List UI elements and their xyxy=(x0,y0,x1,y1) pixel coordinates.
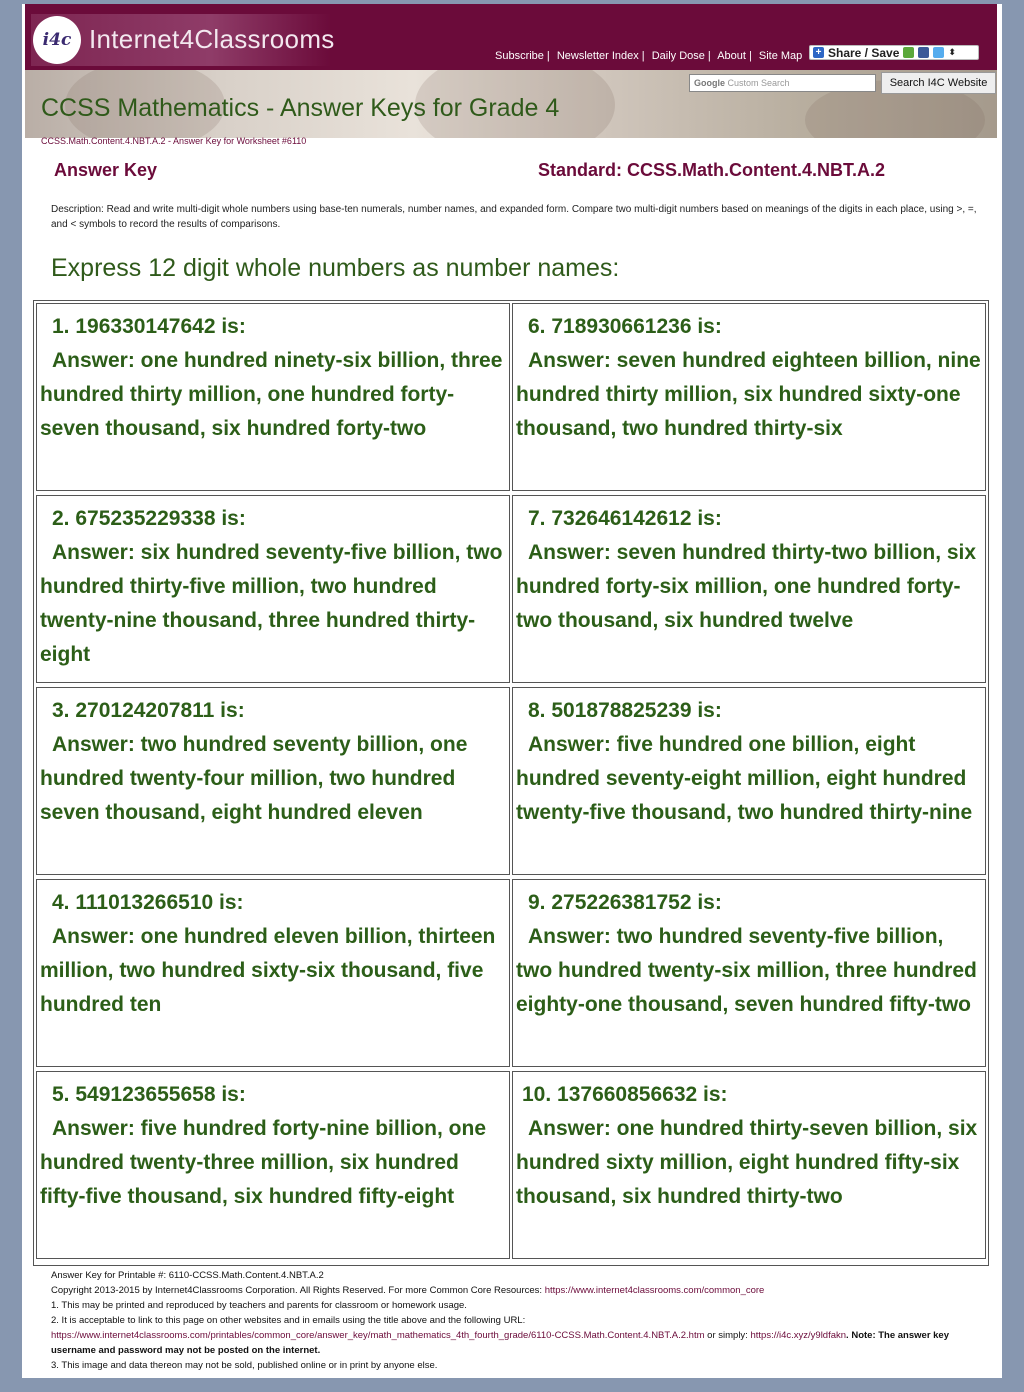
problem-cell xyxy=(36,303,510,491)
problem-answer: Answer: one hundred ninety-six billion, three hundred thirty million, one hundred forty-seven thousand, six hundred forty-two xyxy=(40,349,503,440)
problem-answer: Answer: seven hundred thirty-two billion, six hundred forty-six million, one hundred forty-two thousand, six hundred twelve xyxy=(516,541,977,632)
problem-question: 7. 732646142612 is: xyxy=(528,507,722,530)
top-nav: Subscribe | Newsletter Index | Daily Dose | About | Site Map xyxy=(495,50,803,62)
problem-answer: Answer: five hundred one billion, eight hundred seventy-eight million, eight hundred twenty-five thousand, two hundred thirty-nine xyxy=(516,733,973,824)
footer xyxy=(51,1268,991,1373)
answer-grid xyxy=(33,300,989,1266)
problem-cell xyxy=(512,687,986,875)
email-share-icon xyxy=(903,47,914,58)
description: Description: Read and write multi-digit whole numbers using base-ten numerals, number names, and expanded form. Compare two multi-digit numbers based on meanings of the digits in each place, using >, =, and < symbols to record the results of comparisons. xyxy=(51,204,977,230)
problem-question: 5. 549123655658 is: xyxy=(52,1083,246,1106)
share-label: Share / Save xyxy=(828,45,900,60)
problem-answer: Answer: one hundred eleven billion, thirteen million, two hundred sixty-six thousand, five hundred ten xyxy=(40,925,496,1016)
answer-key-label: Answer Key xyxy=(54,160,158,180)
plus-icon: + xyxy=(813,47,824,58)
problem-cell xyxy=(512,879,986,1067)
search-placeholder: Custom Search xyxy=(727,78,790,88)
problem-question: 2. 675235229338 is: xyxy=(52,507,246,530)
problem-cell xyxy=(36,495,510,683)
short-url-link[interactable]: https://i4c.xyz/y9ldfakn xyxy=(750,1330,847,1341)
or-simply-text: or simply: xyxy=(707,1330,748,1341)
search-input[interactable]: Google Custom Search xyxy=(689,74,876,92)
problem-question: 6. 718930661236 is: xyxy=(528,315,722,338)
nav-site-map[interactable]: Site Map xyxy=(758,50,803,62)
site-header xyxy=(25,4,997,70)
footer-printable: Answer Key for Printable #: 6110-CCSS.Math.Content.4.NBT.A.2 xyxy=(51,1270,324,1281)
logo-text: Internet4Classrooms xyxy=(89,24,335,54)
footer-copyright: Copyright 2013-2015 by Internet4Classrooms Corporation. All Rights Reserved. For more Common Core Resources: xyxy=(51,1285,543,1296)
nav-newsletter-index[interactable]: Newsletter Index xyxy=(556,50,639,62)
page-title: CCSS Mathematics - Answer Keys for Grade 4 xyxy=(41,94,560,122)
standard-label: Standard: CCSS.Math.Content.4.NBT.A.2 xyxy=(538,160,886,180)
problem-question: 1. 196330147642 is: xyxy=(52,315,246,338)
problem-answer: Answer: two hundred seventy billion, one hundred twenty-four million, two hundred seven thousand, eight hundred eleven xyxy=(40,733,468,824)
problem-cell xyxy=(512,495,986,683)
footer-copyright-line xyxy=(51,1283,991,1298)
facebook-icon xyxy=(918,47,929,58)
share-save-button[interactable] xyxy=(809,45,979,60)
problem-answer: Answer: six hundred seventy-five billion, two hundred thirty-five million, two hundred twenty-nine thousand, three hundred thirty-eight xyxy=(40,541,503,666)
nav-subscribe[interactable]: Subscribe xyxy=(495,50,544,62)
problem-question: 8. 501878825239 is: xyxy=(528,699,722,722)
logo-mark: i4c xyxy=(33,16,81,64)
nav-daily-dose[interactable]: Daily Dose xyxy=(651,50,705,62)
chevron-updown-icon: ⬍ xyxy=(948,47,956,57)
problem-question: 10. 137660856632 is: xyxy=(522,1083,728,1106)
problem-answer: Answer: two hundred seventy-five billion, two hundred twenty-six million, three hundred eighty-one thousand, seven hundred fifty-two xyxy=(516,925,977,1016)
problem-question: 4. 111013266510 is: xyxy=(52,891,244,914)
page xyxy=(22,4,1002,1378)
search-button[interactable]: Search I4C Website xyxy=(881,72,996,94)
instruction: Express 12 digit whole numbers as number names: xyxy=(51,254,620,282)
site-logo[interactable] xyxy=(31,14,335,66)
problem-cell xyxy=(512,303,986,491)
problem-question: 3. 270124207811 is: xyxy=(52,699,245,722)
nav-about[interactable]: About xyxy=(717,50,746,62)
common-core-link[interactable]: https://www.internet4classrooms.com/common_core xyxy=(544,1285,765,1296)
footer-url-line: https://www.internet4classrooms.com/printables/common_core/answer_key/math_mathematics_4th_fourth_grade/6110-CCSS.Math.Content.4.NBT.A.2.htm or simply: https://i4c.xyz/y9ldfakn. Note: The answer key username and password may not be posted on the internet. xyxy=(51,1330,949,1356)
problem-question: 9. 275226381752 is: xyxy=(528,891,722,914)
footer-line1: 1. This may be printed and reproduced by teachers and parents for classroom or homework usage. xyxy=(51,1300,467,1311)
twitter-icon xyxy=(933,47,944,58)
problem-cell xyxy=(512,1071,986,1259)
problem-answer: Answer: seven hundred eighteen billion, nine hundred thirty million, six hundred sixty-one thousand, two hundred thirty-six xyxy=(516,349,981,440)
problem-answer: Answer: one hundred thirty-seven billion, six hundred sixty million, eight hundred fifty-six thousand, six hundred thirty-two xyxy=(516,1117,978,1208)
title-banner xyxy=(25,70,997,138)
problem-cell xyxy=(36,1071,510,1259)
footer-line2: 2. It is acceptable to link to this page on other websites and in emails using the title above and the following URL: xyxy=(51,1315,526,1326)
problem-cell xyxy=(36,879,510,1067)
worksheet-url-link[interactable]: https://www.internet4classrooms.com/printables/common_core/answer_key/math_mathematics_4th_fourth_grade/6110-CCSS.Math.Content.4.NBT.A.2.htm xyxy=(51,1330,705,1341)
problem-answer: Answer: five hundred forty-nine billion, one hundred twenty-three million, six hundred fifty-five thousand, six hundred fifty-eight xyxy=(40,1117,487,1208)
problem-cell xyxy=(36,687,510,875)
breadcrumb[interactable]: CCSS.Math.Content.4.NBT.A.2 - Answer Key for Worksheet #6110 xyxy=(41,136,307,146)
footer-line3: 3. This image and data thereon may not be sold, published online or in print by anyone else. xyxy=(51,1360,438,1371)
footer-note: Note: The answer key username and password may not be posted on the internet. xyxy=(51,1330,949,1356)
